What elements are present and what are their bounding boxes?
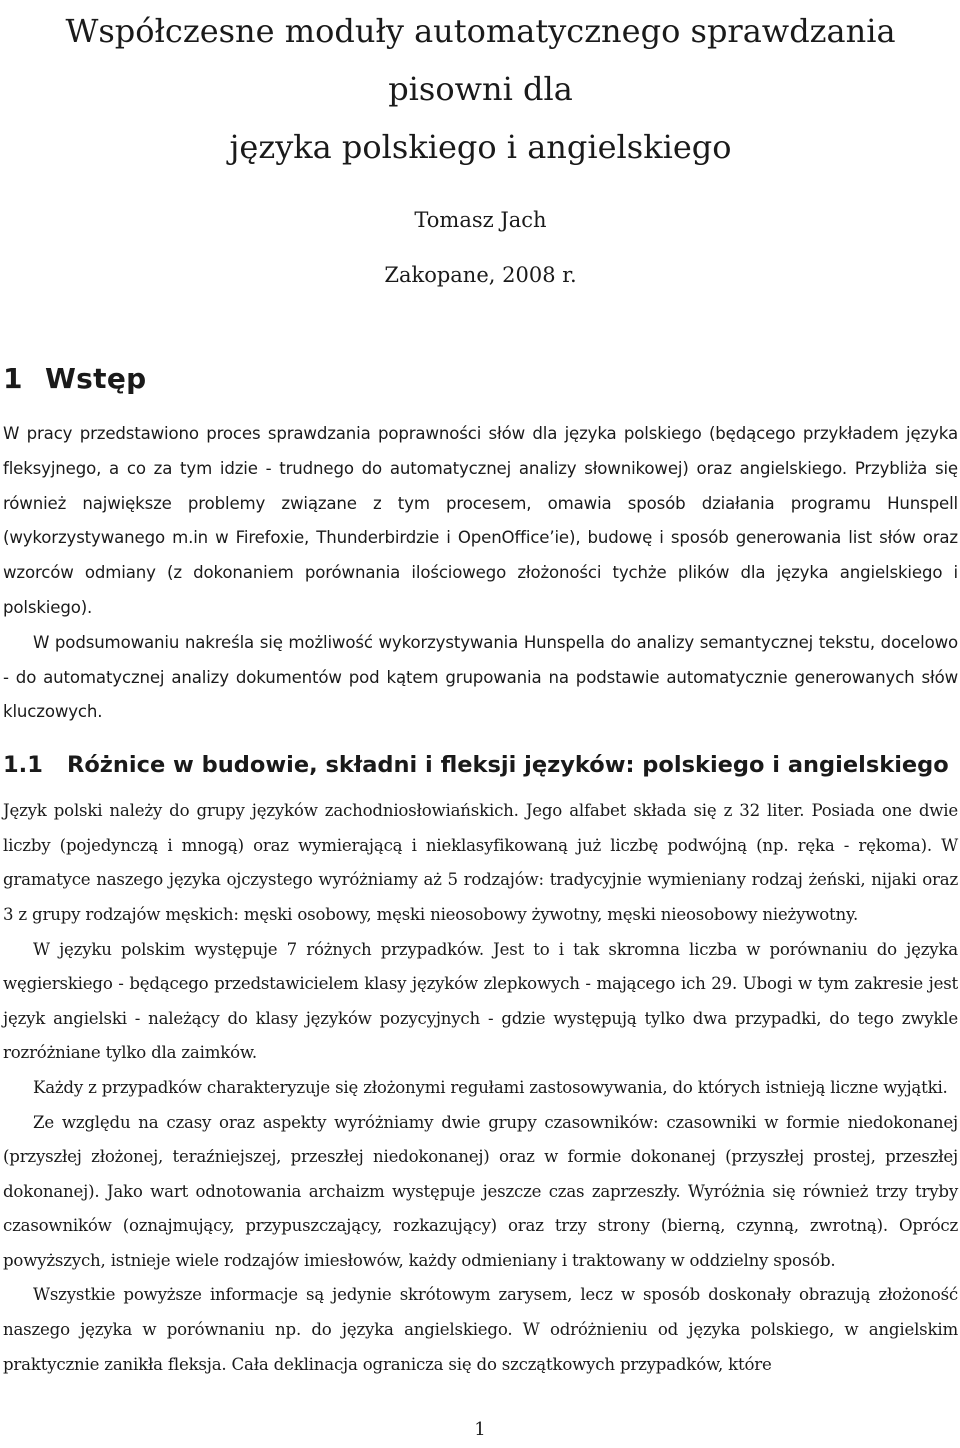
body-paragraph-4: Ze względu na czasy oraz aspekty wyróżniamy dwie grupy czasowników: czasowniki w formie niedokonanej (przyszłej złożonej, teraźniejszej, przeszłej niedokonanej) oraz w formie dokonanej (przyszłej prostej, przeszłej dokonanej). Jako wart odnotowania archaizm występuje jeszcze czas zaprzeszły. Wyróżnia się również trzy tryby czasowników (oznajmujący, przypuszczający, rozkazujący) oraz trzy strony (bierną, czynną, zwrotną). Oprócz powyższych, istnieje wiele rodzajów imiesłowów, każdy odmieniany i traktowany w oddzielny sposób. xyxy=(3,1112,958,1270)
date: Zakopane, 2008 r. xyxy=(384,263,577,287)
page-number: 1 xyxy=(474,1419,486,1440)
title-line-1: Współczesne moduły automatycznego sprawdzania pisowni dla xyxy=(65,12,896,108)
author: Tomasz Jach xyxy=(414,208,547,232)
title-line-2: języka polskiego i angielskiego xyxy=(229,128,732,166)
section-number: 1 xyxy=(3,362,23,395)
section-heading-intro xyxy=(3,361,958,397)
subsection-heading-differences xyxy=(3,750,958,780)
intro-paragraph-1: W pracy przedstawiono proces sprawdzania poprawności słów dla języka polskiego (będącego przykładem języka fleksyjnego, a co za tym idzie - trudnego do automatycznej analizy słownikowej) oraz angielskiego. Przybliża się również największe problemy związane z tym procesem, omawia sposób działania programu Hunspell (wykorzystywanego m.in w Firefoxie, Thunderbirdzie i OpenOffice’ie), budowę i sposób generowania list słów oraz wzorców odmiany (z dokonaniem porównania ilościowego złożoności tychże plików dla języka angielskiego i polskiego). xyxy=(3,424,958,617)
body-paragraph-1: Język polski należy do grupy języków zachodniosłowiańskich. Jego alfabet składa się z 32 liter. Posiada one dwie liczby (pojedynczą i mnogą) oraz wymierającą i nieklasyfikowaną już liczbę podwójną (np. ręka - rękoma). W gramatyce naszego języka ojczystego wyróżniamy aż 5 rodzajów: tradycyjnie wymieniany rodzaj żeński, nijaki oraz 3 z grupy rodzajów męskich: męski osobowy, męski nieosobowy żywotny, męski nieosobowy nieżywotny. xyxy=(3,801,958,924)
subsection-number: 1.1 xyxy=(3,752,43,779)
body-paragraph-2: W języku polskim występuje 7 różnych przypadków. Jest to i tak skromna liczba w porównaniu do języka węgierskiego - będącego przedstawicielem klasy języków zlepkowych - mającego ich 29. Ubogi w tym zakresie jest język angielski - należący do klasy języków pozycyjnych - gdzie występują tylko dwa przypadki, do tego zwykle rozróżniane tylko dla zaimków. xyxy=(3,939,958,1063)
subsection-title: Różnice w budowie, składni i fleksji języków: polskiego i angielskiego xyxy=(67,752,949,779)
section-title: Wstęp xyxy=(45,362,147,395)
body-paragraph-5: Wszystkie powyższe informacje są jedynie skrótowym zarysem, lecz w sposób doskonały obrazują złożoność naszego języka w porównaniu np. do języka angielskiego. W odróżnieniu od języka polskiego, w angielskim praktycznie zanikła fleksja. Cała deklinacja ogranicza się do szczątkowych przypadków, które xyxy=(3,1285,958,1374)
intro-paragraph-2: W podsumowaniu nakreśla się możliwość wykorzystywania Hunspella do analizy semantycznej tekstu, docelowo - do automatycznej analizy dokumentów pod kątem grupowania na podstawie automatycznie generowanych słów kluczowych. xyxy=(3,632,958,722)
document-title xyxy=(3,0,958,176)
body-paragraph-3: Każdy z przypadków charakteryzuje się złożonymi regułami zastosowywania, do których istnieją liczne wyjątki. xyxy=(33,1077,948,1097)
